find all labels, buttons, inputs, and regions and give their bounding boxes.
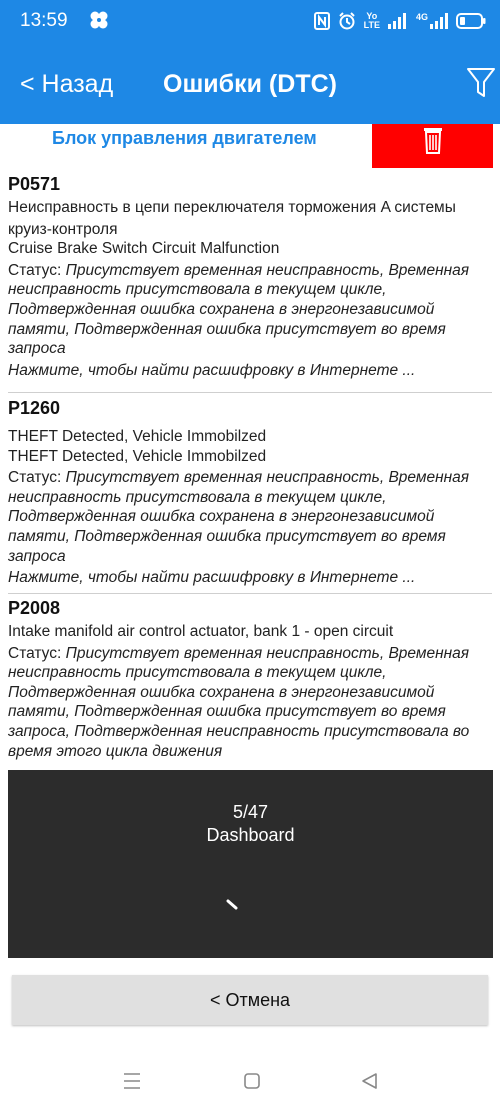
dtc-code: P1260 [8,398,61,418]
dtc-status [8,468,492,488]
system-nav-bar [0,1050,500,1111]
status-value: Присутствует временная неисправность, Временная [65,644,470,662]
dtc-desc: THEFT Detected, Vehicle Immobilzed [8,447,267,465]
app-bar [0,44,500,124]
signal-icon [388,13,408,29]
spinner-icon [226,898,238,910]
dtc-item[interactable] [0,397,500,588]
status-value: неисправность присутствовала в текущем цикле, [8,664,387,682]
page-title: Ошибки (DTC) [163,70,337,98]
dtc-desc: Неисправность в цепи переключателя торможения A системы [8,199,456,216]
alarm-icon [338,12,356,30]
dtc-item[interactable] [0,597,500,761]
volte-indicator: Yo LTE [363,11,380,30]
status-value: Подтвержденная ошибка сохранена в энергонезависимой [8,508,435,526]
status-label: Статус: [8,469,66,487]
filter-icon[interactable] [466,66,496,100]
module-name: Блок управления двигателем [52,128,317,148]
progress-dialog [8,770,493,958]
dtc-code: P0571 [8,174,61,194]
status-value: запроса [8,547,66,565]
dtc-desc: круиз-контроля [8,220,118,238]
progress-counter: 5/47 [232,802,269,822]
trash-icon [422,126,444,154]
back-button[interactable]: < Назад [20,70,114,98]
status-value: Присутствует временная неисправность, Временная [65,261,470,279]
status-value: памяти, Подтвержденная ошибка присутствует во время [8,527,446,545]
status-value: памяти, Подтвержденная ошибка присутствует во время [8,320,446,338]
dtc-code: P2008 [8,598,61,618]
status-value: неисправность присутствовала в текущем цикле, [8,488,387,506]
delete-button[interactable] [372,124,493,168]
mobile-data-indicator: 4G [416,13,448,29]
divider [8,392,492,393]
search-online-link[interactable]: Нажмите, чтобы найти расшифровку в Интернете ... [8,569,416,587]
status-value: запроса, Подтвержденная неисправность присутствовала во [8,722,470,740]
status-label: Статус: [8,261,66,279]
dtc-desc: Intake manifold air control actuator, bank 1 - open circuit [8,623,394,640]
fan-icon [88,9,110,31]
dtc-status [8,644,492,664]
search-online-link[interactable]: Нажмите, чтобы найти расшифровку в Интернете ... [8,361,416,379]
back-triangle-icon [358,1070,382,1092]
status-value: памяти, Подтвержденная ошибка присутствует во время [8,703,446,721]
nfc-icon [314,12,330,30]
battery-icon [456,13,486,29]
nav-back-button[interactable] [357,1070,383,1092]
home-icon [240,1070,264,1092]
status-value: запроса [8,340,66,358]
signal-icon-2 [430,13,448,29]
status-value: время этого цикла движения [8,742,223,760]
home-button[interactable] [239,1070,265,1092]
cancel-button[interactable]: < Отмена [12,975,488,1025]
dtc-item[interactable] [0,173,500,380]
progress-label: Dashboard [206,825,295,845]
status-value: Присутствует временная неисправность, Временная [65,469,470,487]
status-label: Статус: [8,644,66,662]
menu-button[interactable] [119,1070,145,1092]
status-icons [314,8,486,34]
dtc-desc: Cruise Brake Switch Circuit Malfunction [8,240,280,258]
status-time: 13:59 [20,10,68,31]
module-header [0,124,500,169]
menu-icon [120,1070,144,1092]
status-value: Подтвержденная ошибка сохранена в энергонезависимой [8,300,435,318]
status-bar [0,0,500,44]
divider [8,593,492,594]
dtc-desc: THEFT Detected, Vehicle Immobilzed [8,428,267,445]
dtc-status [8,261,492,281]
dtc-list [0,124,500,774]
status-value: Подтвержденная ошибка сохранена в энергонезависимой [8,683,435,701]
status-value: неисправность присутствовала в текущем цикле, [8,281,387,299]
